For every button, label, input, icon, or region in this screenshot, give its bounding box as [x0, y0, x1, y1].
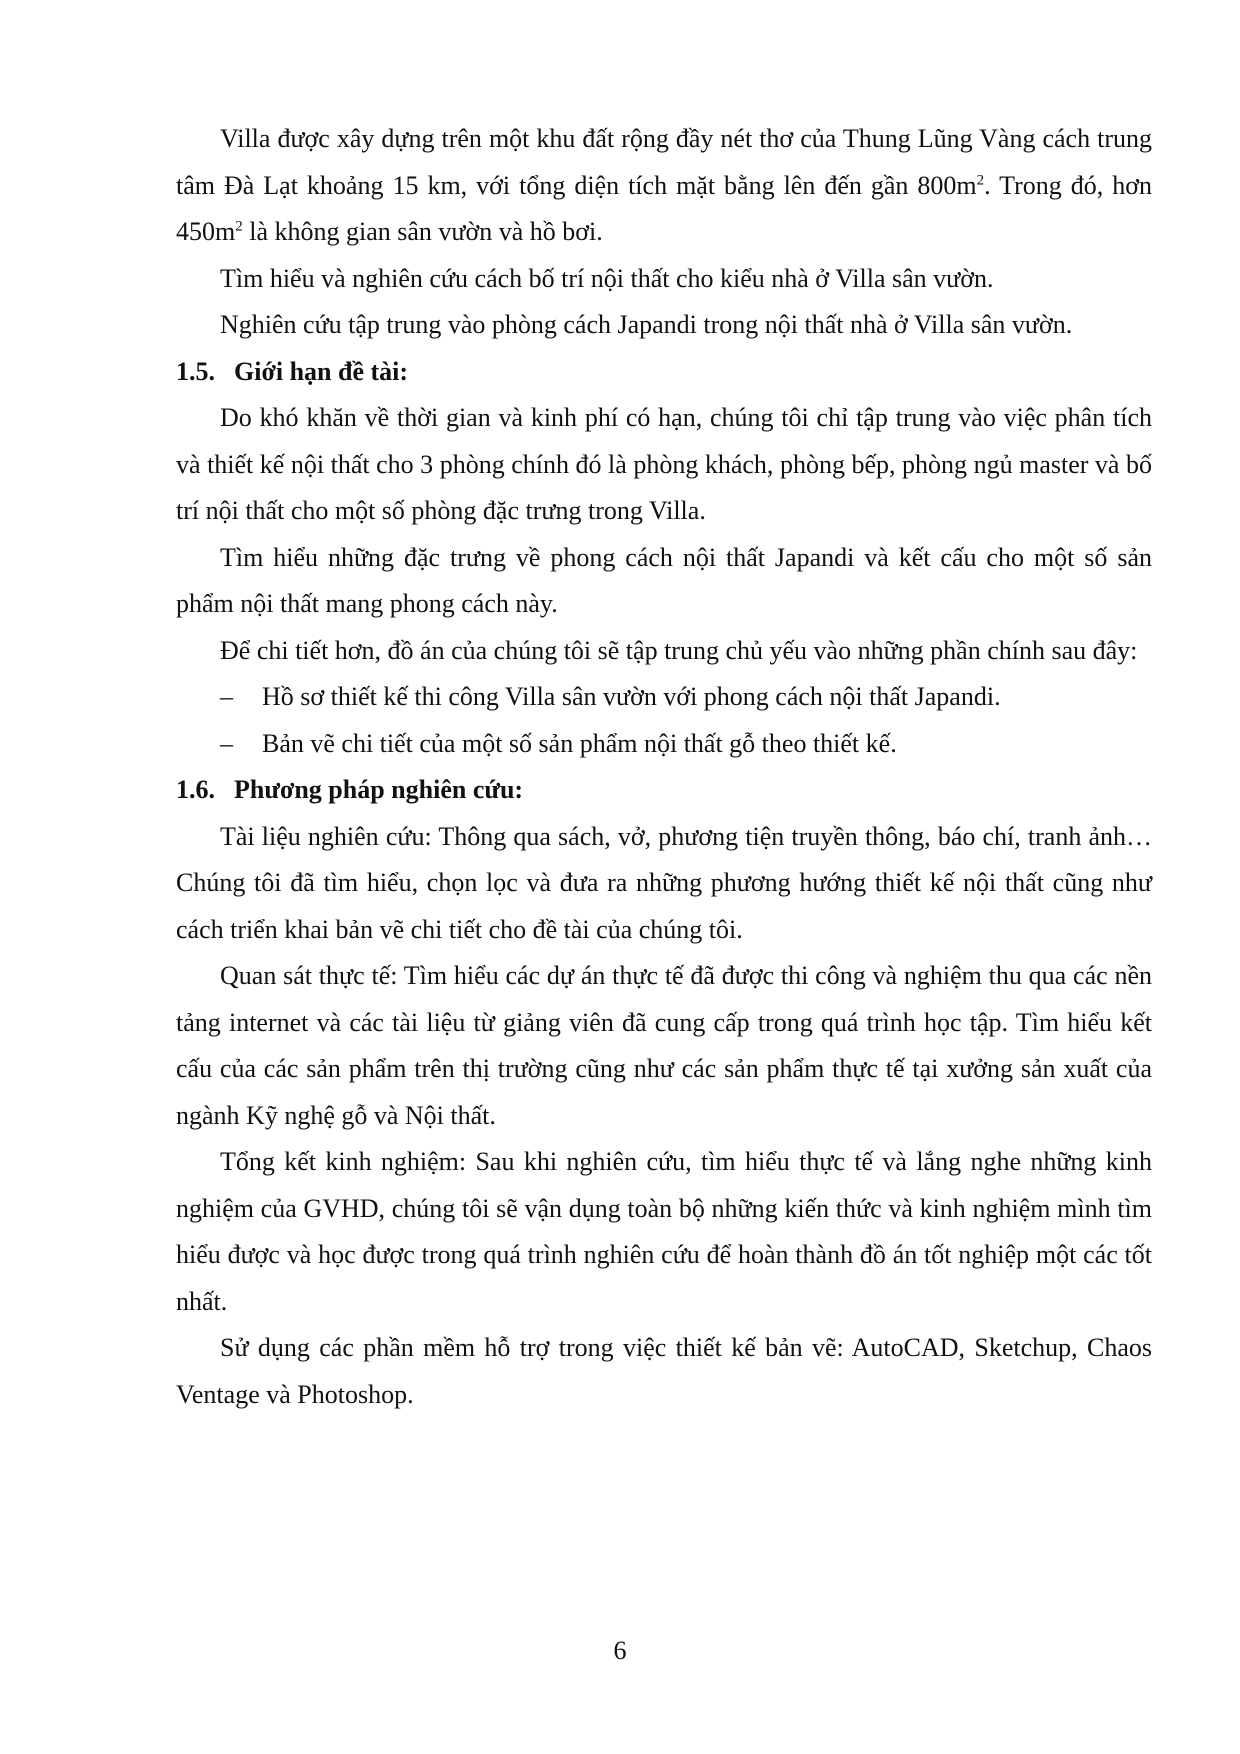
section-heading-1-5 [176, 349, 1152, 396]
section-1-5-paragraph-3: Để chi tiết hơn, đồ án của chúng tôi sẽ tập trung chủ yếu vào những phần chính sau đây: [220, 635, 1138, 665]
superscript: 2 [235, 218, 243, 235]
dash-bullet: – [220, 682, 233, 711]
text-run: . Trong đó, hơn 450m [176, 170, 1153, 246]
section-heading-1-6 [176, 767, 1152, 814]
superscript: 2 [976, 171, 985, 188]
intro-paragraph-style: Nghiên cứu tập trung vào phòng cách Japandi trong nội thất nhà ở Villa sân vườn. [220, 310, 1073, 339]
text-run: là không gian sân vườn và hồ bơi. [242, 217, 603, 246]
list-item [176, 721, 1152, 768]
section-number: 1.6. [176, 775, 215, 804]
page-number: 6 [613, 1636, 627, 1665]
section-1-5-paragraph-1: Do khó khăn về thời gian và kinh phí có hạn, chúng tôi chỉ tập trung vào việc phân tích và thiết kế nội thất cho 3 phòng chính đó là phòng khách, phòng bếp, phòng ngủ master và bố trí nội thất cho một số phòng đặc trưng trong Villa. [176, 403, 1152, 525]
list-item [176, 674, 1152, 721]
page-content [176, 116, 1152, 1418]
section-title: Phương pháp nghiên cứu: [234, 775, 524, 804]
section-1-6-paragraph-2: Quan sát thực tế: Tìm hiểu các dự án thực tế đã được thi công và nghiệm thu qua các nền tảng internet và các tài liệu từ giảng viên đã cung cấp trong quá trình học tập. Tìm hiểu kết cấu của các sản phẩm trên thị trường cũng như các sản phẩm thực tế tại xưởng sản xuất của ngành Kỹ nghệ gỗ và Nội thất. [176, 961, 1152, 1130]
section-1-5-paragraph-2: Tìm hiểu những đặc trưng về phong cách nội thất Japandi và kết cấu cho một số sản phẩm nội thất mang phong cách này. [176, 542, 1152, 618]
section-1-6-paragraph-4: Sử dụng các phần mềm hỗ trợ trong việc thiết kế bản vẽ: AutoCAD, Sketchup, Chaos Ventage và Photoshop. [176, 1333, 1152, 1409]
section-number: 1.5. [176, 356, 215, 386]
intro-paragraph-layout: Tìm hiểu và nghiên cứu cách bố trí nội thất cho kiểu nhà ở Villa sân vườn. [220, 263, 994, 293]
section-title: Giới hạn đề tài: [234, 356, 409, 386]
list-item-text: Hồ sơ thiết kế thi công Villa sân vườn với phong cách nội thất Japandi. [262, 682, 1001, 711]
list-item-text: Bản vẽ chi tiết của một số sản phẩm nội thất gỗ theo thiết kế. [262, 728, 897, 758]
dash-bullet: – [220, 728, 233, 758]
text-run: Villa được xây dựng trên một khu đất rộng đầy nét thơ của Thung Lũng Vàng cách trung tâm Đà Lạt khoảng 15 km, với tổng diện tích mặt bằng lên đến gần 800m [176, 124, 1152, 200]
section-1-6-paragraph-1: Tài liệu nghiên cứu: Thông qua sách, vở, phương tiện truyền thông, báo chí, tranh ảnh… Chúng tôi đã tìm hiểu, chọn lọc và đưa ra những phương hướng thiết kế nội thất cũng như cách triển khai bản vẽ chi tiết cho đề tài của chúng tôi. [176, 821, 1152, 944]
intro-paragraph-site [176, 116, 1152, 256]
section-1-6-paragraph-3: Tổng kết kinh nghiệm: Sau khi nghiên cứu, tìm hiểu thực tế và lắng nghe những kinh nghiệm của GVHD, chúng tôi sẽ vận dụng toàn bộ những kiến thức và kinh nghiệm mình tìm hiểu được và học được trong quá trình nghiên cứu để hoàn thành đồ án tốt nghiệp một các tốt nhất. [176, 1147, 1152, 1316]
